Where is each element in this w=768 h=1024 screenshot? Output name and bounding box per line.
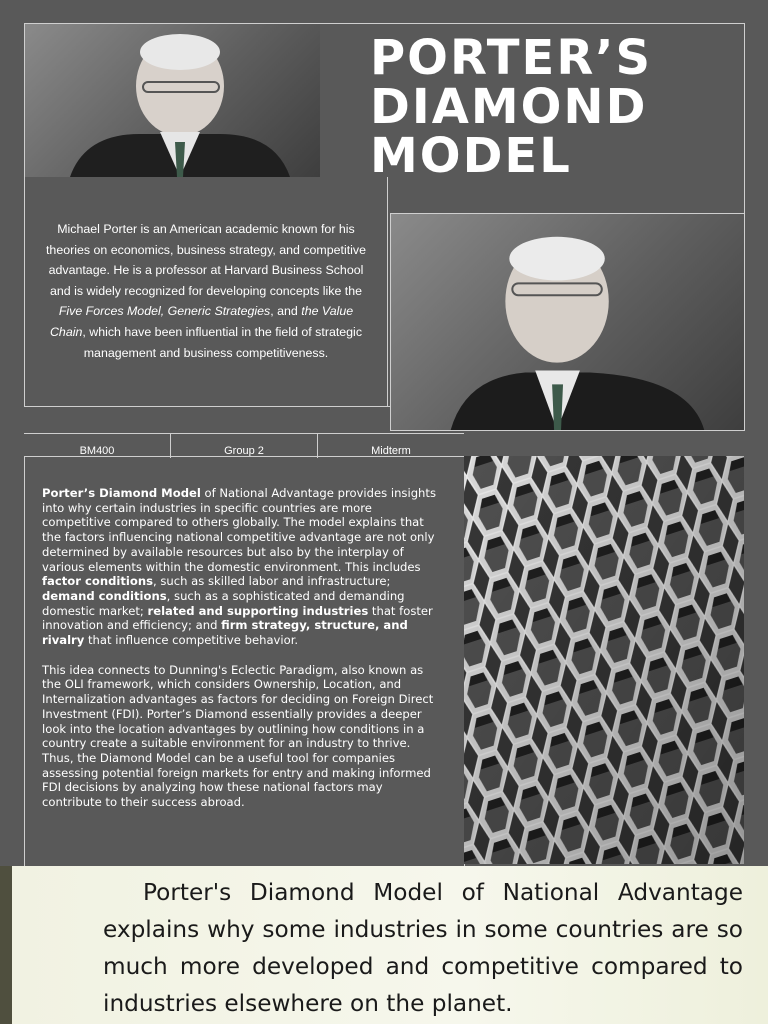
- bold-related-industries: related and supporting industries: [147, 603, 369, 618]
- p1-text: , such as skilled labor and infrastructure;: [153, 574, 391, 589]
- bio-separator: , and: [270, 304, 302, 319]
- portrait-photo-large: [390, 213, 745, 431]
- bold-factor-conditions: factor conditions: [42, 574, 154, 589]
- meta-exam: Midterm: [317, 434, 464, 458]
- bold-demand-conditions: demand conditions: [42, 588, 167, 603]
- left-decor-strip: [0, 866, 12, 1024]
- p1-text: , such as a sophisticated and demanding domestic market;: [42, 588, 405, 618]
- meta-course: BM400: [79, 445, 115, 457]
- bio-italic-value-chain: the Value Chain: [49, 304, 354, 339]
- title-line-3: MODEL: [370, 128, 572, 184]
- page-title: [370, 30, 730, 184]
- bold-model-name: Porter’s Diamond Model: [42, 486, 201, 500]
- portrait-photo-small: [25, 24, 320, 177]
- bio-text: [40, 219, 372, 363]
- bio-text-part: Michael Porter is an American academic known for his theories on economics, business strategy, and competitive advantage. He is a professor at Harvard Business School and is widely recognized for developing concepts like the: [45, 222, 367, 298]
- body-paragraph-2: This idea connects to Dunning's Eclectic Paradigm, also known as the OLI framework, which considers Ownership, Location, and Internalization advantages as factors for deciding on Foreign Direct Investment (FDI). Porter’s Diamond essentially provides a deeper look into the location advantages by outlining how conditions in a country create a suitable environment for an industry to thrive. Thus, the Diamond Model can be a useful tool for companies assessing potential foreign markets for entry and making informed FDI decisions by analyzing how these national factors may contribute to their success abroad.: [42, 662, 434, 810]
- meta-row: [24, 433, 464, 458]
- hexagon-building-image: [464, 456, 744, 864]
- p1-text: that influence competitive behavior.: [84, 633, 299, 648]
- p1-text: of National Advantage provides insights into why certain industries in specific countries are more competitive compared to others globally. The model explains that the factors influencing national competitive advantage are not only determined by available resources but also by the interplay of various elements within the domestic environment. This includes: [42, 486, 436, 574]
- p1-text: that foster innovation and efficiency; and: [42, 603, 433, 633]
- bold-firm-strategy: firm strategy, structure, and rivalry: [42, 618, 408, 648]
- title-line-2: DIAMOND: [370, 79, 648, 135]
- quote-text: Porter's Diamond Model of National Advantage explains why some industries in some countries are so much more developed and competitive compared to industries elsewhere on the planet.: [103, 879, 743, 1017]
- bio-italic-concepts: Five Forces Model, Generic Strategies: [58, 304, 271, 319]
- title-line-1: PORTER’S: [370, 30, 653, 86]
- bio-text-end: , which have been influential in the field of strategic management and business competitiveness.: [82, 324, 363, 360]
- body-text: [42, 486, 438, 825]
- body-paragraph-1: [42, 486, 438, 648]
- meta-group: Group 2: [170, 434, 317, 458]
